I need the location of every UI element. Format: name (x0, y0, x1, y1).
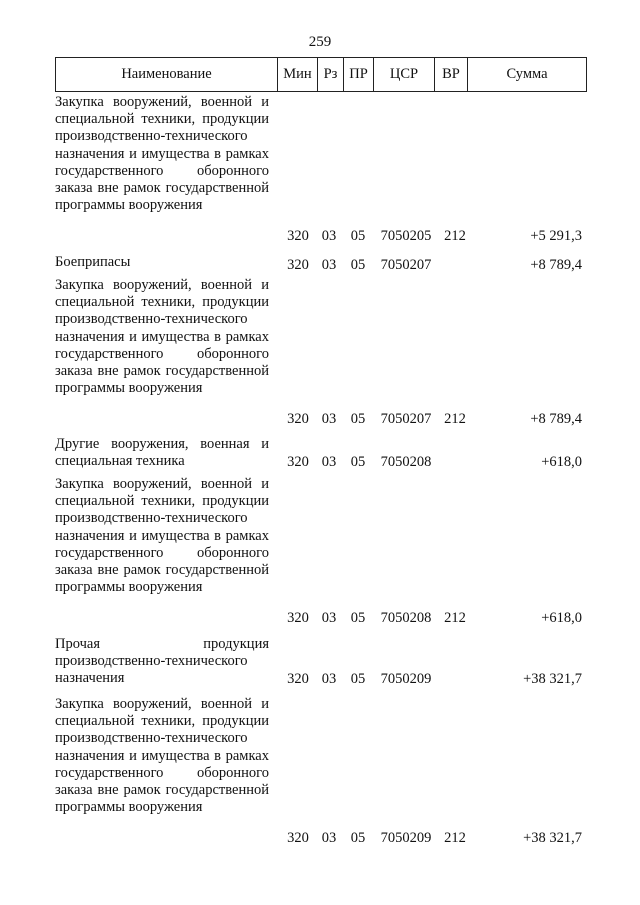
row-vr: 212 (444, 227, 466, 244)
row-csr: 7050208 (380, 609, 432, 626)
row-min: 320 (287, 670, 309, 687)
page-number: 259 (308, 34, 332, 50)
row-sum: +8 789,4 (530, 410, 582, 427)
header-rz: Рз (318, 58, 344, 92)
row-min: 320 (287, 256, 309, 273)
row-vr: 212 (444, 609, 466, 626)
table-row (55, 94, 587, 245)
row-pr: 05 (350, 453, 366, 470)
header-min: Мин (278, 58, 318, 92)
row-pr: 05 (350, 410, 366, 427)
row-csr: 7050209 (380, 670, 432, 687)
row-sum: +618,0 (541, 453, 582, 470)
row-rz: 03 (321, 453, 337, 470)
row-min: 320 (287, 227, 309, 244)
row-csr: 7050208 (380, 453, 432, 470)
row-csr: 7050205 (380, 227, 432, 244)
row-name: Закупка вооружений, военной и специальной техники, продукции производственно-технического назначения и имущества в рамках государственного оборонного заказа вне рамок государственной программы вооружения (55, 696, 269, 816)
table-row (55, 254, 587, 274)
row-vr: 212 (444, 829, 466, 846)
row-rz: 03 (321, 829, 337, 846)
row-rz: 03 (321, 670, 337, 687)
header-sum: Сумма (468, 58, 587, 92)
header-pr: ПР (344, 58, 374, 92)
row-sum: +38 321,7 (523, 670, 582, 687)
row-name: Прочая продукция производственно-технического назначения (55, 636, 269, 687)
row-sum: +618,0 (541, 609, 582, 626)
row-name: Закупка вооружений, военной и специальной техники, продукции производственно-технического назначения и имущества в рамках государственного оборонного заказа вне рамок государственной программы вооружения (55, 94, 269, 214)
row-pr: 05 (350, 256, 366, 273)
row-vr: 212 (444, 410, 466, 427)
row-name: Боеприпасы (55, 254, 131, 270)
table-row (55, 277, 587, 428)
row-rz: 03 (321, 609, 337, 626)
row-min: 320 (287, 829, 309, 846)
row-name: Закупка вооружений, военной и специальной техники, продукции производственно-технического назначения и имущества в рамках государственного оборонного заказа вне рамок государственной программы вооружения (55, 476, 269, 596)
row-min: 320 (287, 453, 309, 470)
header-csr: ЦСР (374, 58, 435, 92)
row-name: Закупка вооружений, военной и специальной техники, продукции производственно-технического назначения и имущества в рамках государственного оборонного заказа вне рамок государственной программы вооружения (55, 277, 269, 397)
row-rz: 03 (321, 256, 337, 273)
row-pr: 05 (350, 670, 366, 687)
row-pr: 05 (350, 609, 366, 626)
row-csr: 7050207 (380, 410, 432, 427)
table-body (55, 94, 587, 847)
row-pr: 05 (350, 227, 366, 244)
row-csr: 7050209 (380, 829, 432, 846)
header-name: Наименование (56, 58, 278, 92)
header-vr: ВР (435, 58, 468, 92)
table-header (55, 57, 587, 92)
row-rz: 03 (321, 410, 337, 427)
table-row (55, 696, 587, 847)
table-row (55, 436, 587, 471)
row-csr: 7050207 (380, 256, 432, 273)
row-sum: +5 291,3 (530, 227, 582, 244)
row-min: 320 (287, 410, 309, 427)
row-sum: +38 321,7 (523, 829, 582, 846)
row-pr: 05 (350, 829, 366, 846)
row-rz: 03 (321, 227, 337, 244)
table-row (55, 476, 587, 627)
row-sum: +8 789,4 (530, 256, 582, 273)
table-row (55, 636, 587, 688)
row-min: 320 (287, 609, 309, 626)
row-name: Другие вооружения, военная и специальная техника (55, 436, 269, 470)
